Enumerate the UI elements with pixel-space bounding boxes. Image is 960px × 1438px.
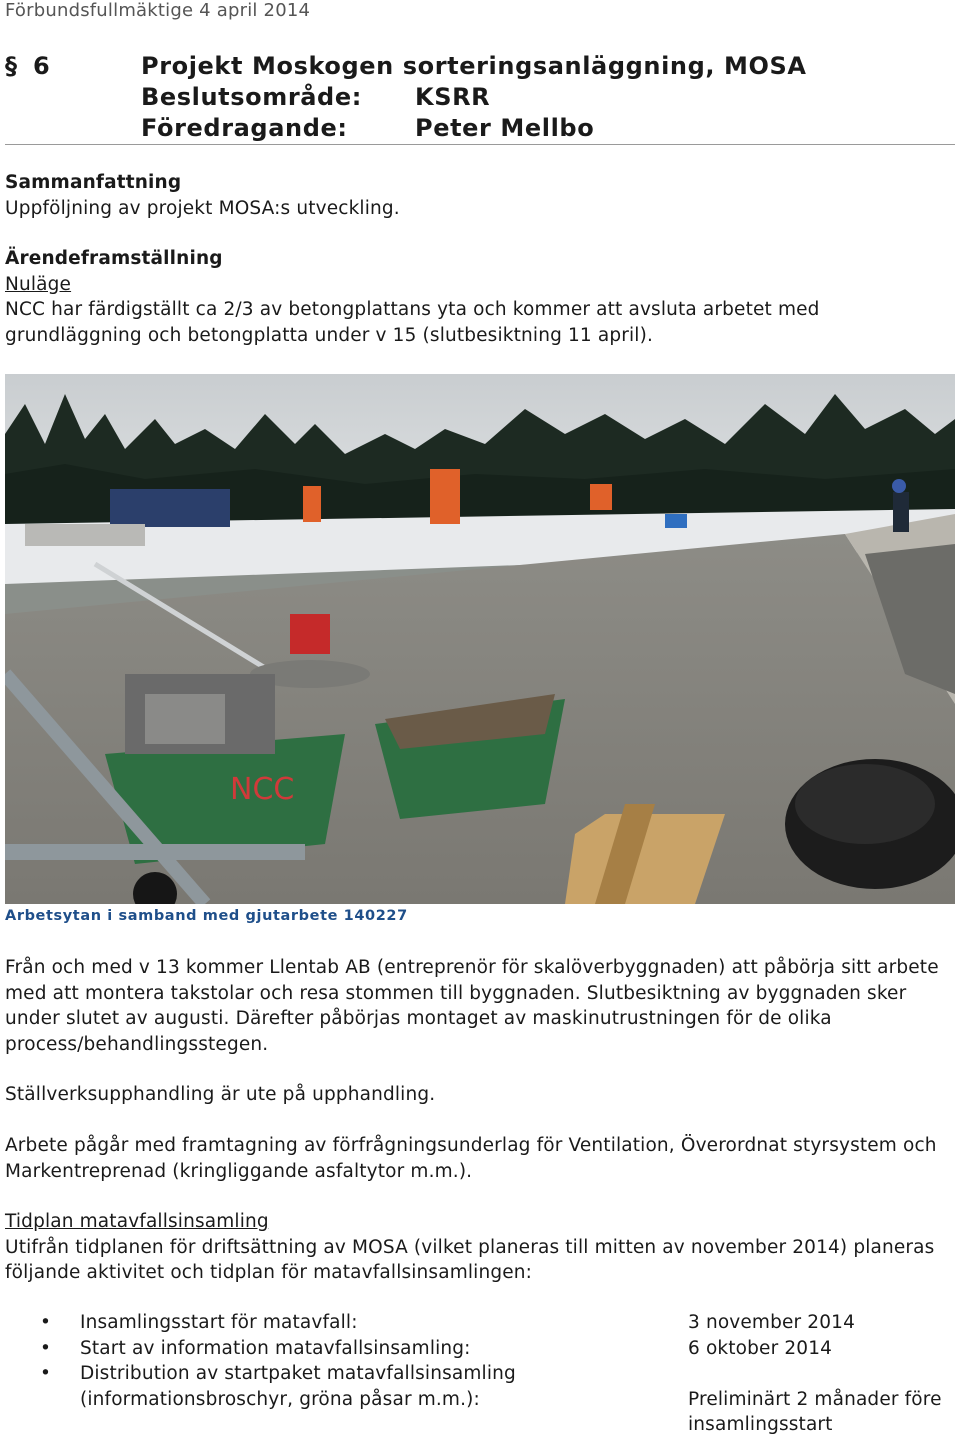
status-subheading: Nuläge bbox=[5, 273, 72, 295]
list-item-value: Preliminärt 2 månader före insamlingsstart bbox=[688, 1388, 942, 1435]
section-title: Projekt Moskogen sorteringsanläggning, MOSA bbox=[141, 52, 807, 80]
schedule-heading: Tidplan matavfallsinsamling bbox=[5, 1211, 269, 1232]
presenter-value: Peter Mellbo bbox=[415, 114, 595, 142]
bullet-icon: • bbox=[40, 1312, 52, 1333]
decision-area bbox=[141, 83, 490, 111]
paragraph-switchgear: Ställverksupphandling är ute på upphandling. bbox=[5, 1084, 436, 1105]
decision-area-label: Beslutsområde: bbox=[141, 83, 362, 111]
page-header: Förbundsfullmäktige 4 april 2014 bbox=[5, 0, 311, 21]
presenter-label: Föredragande: bbox=[141, 114, 348, 142]
list-item bbox=[0, 1310, 960, 1336]
schedule-section bbox=[5, 1209, 955, 1286]
list-item-value: 3 november 2014 bbox=[688, 1312, 855, 1333]
presenter bbox=[141, 114, 594, 142]
list-item-value: 6 oktober 2014 bbox=[688, 1337, 833, 1359]
matter-section bbox=[5, 246, 955, 348]
matter-heading: Ärendeframställning bbox=[5, 248, 223, 269]
summary-section bbox=[5, 170, 955, 221]
schedule-intro: Utifrån tidplanen för driftsättning av MOSA (vilket planeras till mitten av november 2014) planeras följande aktivitet och tidplan för matavfallsinsamlingen: bbox=[5, 1236, 935, 1283]
decision-area-value: KSRR bbox=[415, 83, 491, 111]
bullet-icon: • bbox=[40, 1337, 52, 1359]
list-item-label: Distribution av startpaket matavfallsinsamling (informationsbroschyr, gröna påsar m.m.): bbox=[80, 1363, 516, 1410]
paragraph-llentab: Från och med v 13 kommer Llentab AB (entreprenör för skalöverbyggnaden) att påbörja sitt arbete med att montera takstolar och resa stommen till byggnaden. Slutbesiktning av byggnaden sker under slutet av augusti. Därefter påbörjas montaget av maskinutrustningen för de olika process/behandlingsstegen. bbox=[5, 957, 939, 1055]
schedule-list bbox=[0, 1310, 960, 1437]
photo-caption: Arbetsytan i samband med gjutarbete 140227 bbox=[5, 908, 408, 924]
list-item-label: Insamlingsstart för matavfall: bbox=[80, 1312, 358, 1333]
list-item bbox=[0, 1336, 960, 1362]
section-mark: § bbox=[5, 52, 17, 80]
wheelbarrow-marking: NCC bbox=[230, 772, 295, 807]
section-heading bbox=[5, 52, 955, 145]
status-text: NCC har färdigställt ca 2/3 av betongplattans yta och kommer att avsluta arbetet med grundläggning och betongplatta under v 15 (slutbesiktning 11 april). bbox=[5, 299, 820, 346]
summary-heading: Sammanfattning bbox=[5, 172, 182, 193]
construction-site-photo bbox=[5, 374, 955, 904]
bullet-icon: • bbox=[40, 1363, 52, 1384]
summary-text: Uppföljning av projekt MOSA:s utveckling. bbox=[5, 197, 400, 219]
list-item-label: Start av information matavfallsinsamling: bbox=[80, 1337, 471, 1359]
list-item bbox=[0, 1361, 960, 1437]
section-number: 6 bbox=[33, 52, 50, 80]
paragraph-procurement: Arbete pågår med framtagning av förfrågningsunderlag för Ventilation, Överordnat styrsystem och Markentreprenad (kringliggande asfaltytor m.m.). bbox=[5, 1135, 937, 1182]
